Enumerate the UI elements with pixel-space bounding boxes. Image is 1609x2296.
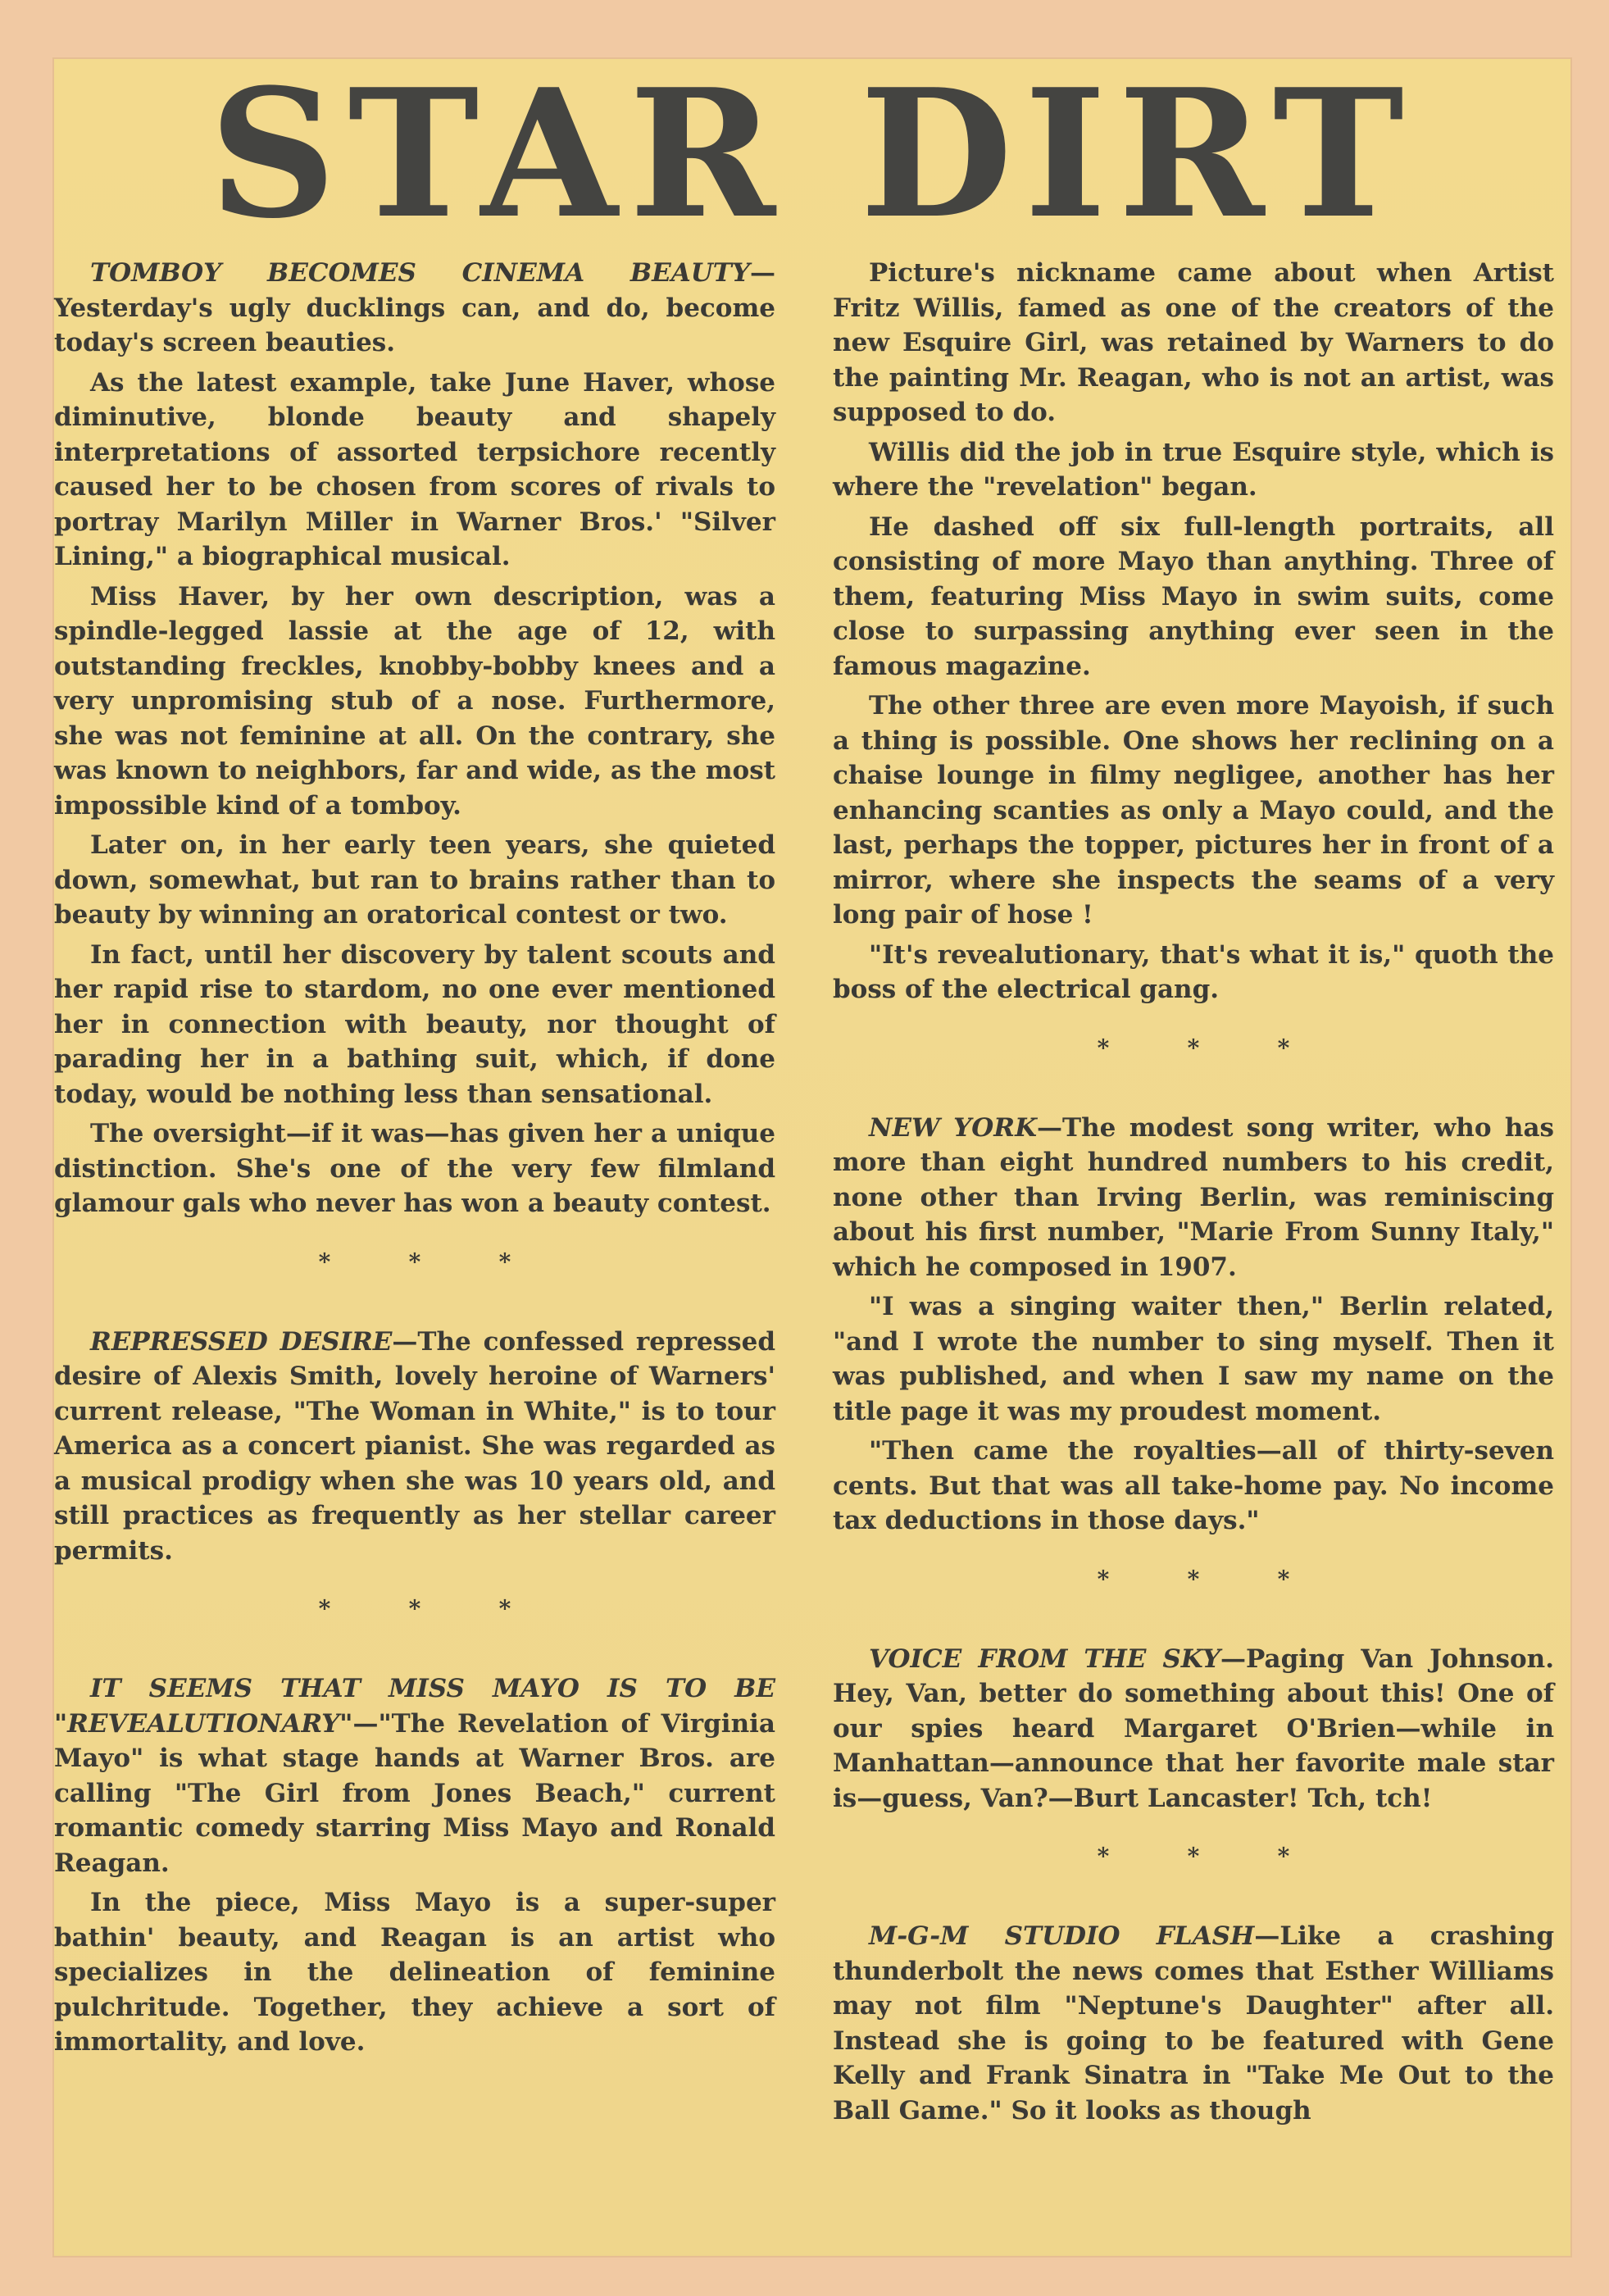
mayo-headline: IT SEEMS THAT MISS MAYO IS TO BE "REVEALUTIONARY" — [54, 1674, 775, 1739]
newyork-headline: NEW YORK — [869, 1112, 1038, 1143]
page-panel — [54, 50, 1570, 2256]
mayo-cont-paragraph-1: Picture's nickname came about when Artist Fritz Willis, famed as one of the creators of the new Esquire Girl, was retained by Warners to do the painting Mr. Reagan, who is not an artist, was supposed to do. — [833, 258, 1554, 427]
mayo-cont-paragraph-4: The other three are even more Mayoish, if such a thing is possible. One shows her reclining on a chaise lounge in filmy negligee, another has her enhancing scanties as only a Mayo could, and the last, perhaps the topper, pictures her in front of a mirror, where she inspects the seams of a very long pair of hose ! — [833, 691, 1554, 930]
separator-star: * — [318, 1595, 331, 1622]
separator-star: * — [498, 1595, 511, 1622]
separator-star: * — [1277, 1843, 1290, 1870]
separator-star: * — [318, 1248, 331, 1275]
page-title: STAR DIRT — [209, 50, 1416, 257]
separator-star: * — [1097, 1565, 1110, 1593]
mgm-text-1: —Like a crashing thunderbolt the news comes that Esther Williams may not film "Neptune's Daughter" after all. Instead she is going to be featured with Gene Kelly and Frank Sinatra in "Take Me Out to the Ball Game." So it looks as though — [833, 1921, 1554, 2126]
newyork-text-1: —The modest song writer, who has more than eight hundred numbers to his credit, none other than Irving Berlin, was reminiscing about his first number, "Marie From Sunny Italy," which he composed in 1907. — [833, 1112, 1554, 1282]
mayo-cont-paragraph-3: He dashed off six full-length portraits, all consisting of more Mayo than anything. Three of them, featuring Miss Mayo in swim suits, come close to surpassing anything ever seen in the famous magazine. — [833, 511, 1554, 681]
separator-star: * — [1097, 1843, 1110, 1870]
left-column — [54, 256, 775, 2065]
section-separator — [833, 1032, 1554, 1065]
section-separator — [833, 1840, 1554, 1873]
separator-star: * — [1277, 1565, 1290, 1593]
newyork-paragraph-3: "Then came the royalties—all of thirty-seven cents. But that was all take-home pay. No income tax deductions in those days." — [833, 1436, 1554, 1535]
tomboy-text-1: —Yesterday's ugly ducklings can, and do, become today's screen beauties. — [54, 258, 775, 357]
separator-star: * — [1187, 1565, 1200, 1593]
tomboy-paragraph-4: Later on, in her early teen years, she quieted down, somewhat, but ran to brains rather than to beauty by winning an oratorical contest or two. — [54, 830, 775, 930]
section-separator — [833, 1563, 1554, 1596]
separator-star: * — [498, 1248, 511, 1275]
mayo-cont-paragraph-2: Willis did the job in true Esquire style, which is where the "revelation" began. — [833, 437, 1554, 502]
tomboy-headline: TOMBOY BECOMES CINEMA BEAUTY — [90, 258, 750, 288]
section-separator — [54, 1593, 775, 1625]
repressed-paragraph-1 — [54, 1325, 775, 1569]
newyork-paragraph-1 — [833, 1111, 1554, 1285]
separator-star: * — [408, 1248, 421, 1275]
repressed-text-1: —The confessed repressed desire of Alexis Smith, lovely heroine of Warners' current release, "The Woman in White," is to tour America as a concert pianist. She was regarded as a musical prodigy when she was 10 years old, and still practices as frequently as her stellar career permits. — [54, 1326, 776, 1566]
separator-star: * — [408, 1595, 421, 1622]
mayo-cont-paragraph-5: "It's revealutionary, that's what it is," quoth the boss of the electrical gang. — [833, 939, 1554, 1004]
separator-star: * — [1187, 1034, 1200, 1062]
right-column — [833, 256, 1554, 2133]
tomboy-paragraph-6: The oversight—if it was—has given her a unique distinction. She's one of the very few filmland glamour gals who never has won a beauty contest. — [54, 1119, 775, 1218]
separator-star: * — [1187, 1843, 1200, 1870]
tomboy-paragraph-3: Miss Haver, by her own description, was a spindle-legged lassie at the age of 12, with outstanding freckles, knobby-bobby knees and a very unpromising stub of a nose. Furthermore, she was not feminine at all. On the contrary, she was known to neighbors, far and wide, as the most impossible kind of a tomboy. — [54, 581, 775, 821]
tomboy-paragraph-1 — [54, 256, 775, 361]
mgm-paragraph-1 — [833, 1919, 1554, 2128]
mayo-text-1: —"The Revelation of Virginia Mayo" is what stage hands at Warner Bros. are calling "The Girl from Jones Beach," current romantic comedy starring Miss Mayo and Ronald Reagan. — [54, 1708, 775, 1878]
mayo-paragraph-2: In the piece, Miss Mayo is a super-super bathin' beauty, and Reagan is an artist who specializes in the delineation of feminine pulchritude. Together, they achieve a sort of immortality, and love. — [54, 1888, 775, 2057]
tomboy-paragraph-5: In fact, until her discovery by talent scouts and her rapid rise to stardom, no one ever mentioned her in connection with beauty, nor thought of parading her in a bathing suit, which, if done today, would be nothing less than sensational. — [54, 939, 775, 1109]
separator-star: * — [1097, 1034, 1110, 1062]
mayo-paragraph-1 — [54, 1671, 775, 1880]
tomboy-paragraph-2: As the latest example, take June Haver, whose diminutive, blonde beauty and shapely interpretations of assorted terpsichore recently caused her to be chosen from scores of rivals to portray Marilyn Miller in Warner Bros.' "Silver Lining," a biographical musical. — [54, 367, 775, 571]
voice-text-1: —Paging Van Johnson. Hey, Van, better do something about this! One of our spies heard Margaret O'Brien—while in Manhattan—announce that her favorite male star is—guess, Van?—Burt Lancaster! Tch, tch! — [833, 1644, 1555, 1813]
newyork-paragraph-2: "I was a singing waiter then," Berlin related, "and I wrote the number to sing myself. Then it was published, and when I saw my name on the title page it was my proudest moment. — [833, 1292, 1554, 1426]
repressed-headline: REPRESSED DESIRE — [90, 1326, 393, 1357]
separator-star: * — [1277, 1034, 1290, 1062]
voice-paragraph-1 — [833, 1642, 1554, 1816]
mgm-headline: M-G-M STUDIO FLASH — [869, 1921, 1255, 1951]
section-separator — [54, 1246, 775, 1279]
voice-headline: VOICE FROM THE SKY — [869, 1644, 1221, 1674]
